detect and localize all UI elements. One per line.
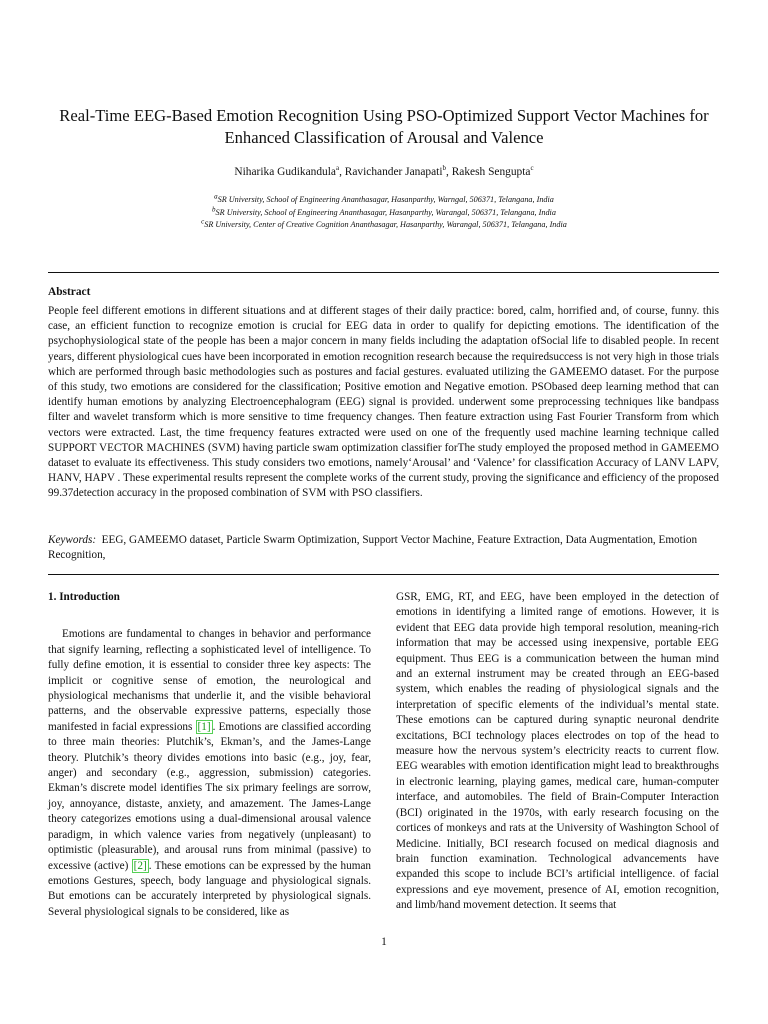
- intro-text-segment: . These emotions can be expressed by the human emotions Gestures, speech, body language and physiological signals. But emotions can be accurately interpreted by physiological signals. Several physiological signals to be considered, like as: [48, 859, 372, 918]
- author-affiliation-mark: b: [442, 164, 446, 173]
- affiliation-mark: a: [214, 192, 218, 201]
- author-name: Rakesh Sengupta: [451, 166, 531, 178]
- affiliation-text: SR University, School of Engineering Ananthasagar, Hasanparthy, Warngal, 506371, Telangana, India: [217, 195, 554, 204]
- citation-link[interactable]: [1]: [197, 720, 211, 733]
- affiliation-line: [40, 194, 728, 207]
- affiliation-list: [40, 194, 728, 232]
- author-name: Ravichander Janapati: [344, 166, 443, 178]
- affiliation-text: SR University, Center of Creative Cognition Ananthasagar, Hasanparthy, Warangal, 506371, Telangana, India: [204, 220, 567, 229]
- paper-title: Real-Time EEG-Based Emotion Recognition Using PSO-Optimized Support Vector Machines for Enhanced Classification of Arousal and Valence: [59, 106, 709, 147]
- author-affiliation-mark: c: [530, 164, 534, 173]
- keywords: [48, 533, 719, 563]
- intro-text-segment: . Emotions are classified according to three main theories: Plutchik’s, Ekman’s, and the James-Lange theory. Plutchik’s theory divides emotions into basic (e.g., joy, fear, anger) and secondary (e.g., aggression, submission) categories. Ekman’s discrete model identifies The six primary feelings are sorrow, joy, annoyance, distaste, anxiety, and amazement. The James-Lange theory categorizes emotions using a dual-dimensional arousal valence paradigm, in which valence varies from negatively (unpleasant) to optimistic (pleasurable), and arousal runs from minimal (passive) to excessive (active): [48, 720, 371, 872]
- intro-text-segment: Emotions are fundamental to changes in behavior and performance that signify learning, reflecting a sophisticated level of intelligence. To fully define emotion, it is essential to consider three key aspects: The implicit or cognitive sense of emotion, the neurological and physiological mechanisms that underlie it, and the visible behavioral patterns, and the observable expressive patterns, especially those manifested in facial expressions: [48, 628, 371, 733]
- bottom-rule: [48, 574, 719, 575]
- intro-paragraph-right: GSR, EMG, RT, and EEG, have been employed in the detection of emotions in identifying a limited range of emotions. However, it is evident that EEG data provide high temporal resolution, meaning-rich information that may be accessed using inexpensive, portable EEG equipment. Thus EEG is a communication between the human mind and an external instrument may be created through an EEG-based system, which enables the reading of physiological signals and the interpretation of specific elements of the individual’s mental state. These emotions can be captured during synaptic neuronal dendrite excitations, BCI technology places electrodes on top of the head to measure how the nervous system’s electricity reacts to current flow. EEG wearables with emotion identification might lead to breakthroughs in electronic learning, playing games, medical care, human-computer interface, and automobiles. The field of Brain-Computer Interaction (BCI) originated in the 1970s, with early research focusing on the cortices of monkeys and rats at the University of Washington School of Medicine. Initially, BCI research focused on medical diagnosis and brain function examination. Technological advancements have expanded this scope to include BCI’s artificial intelligence. of facial expressions and eye movement, presence of AI, emotion recognition, and limb/hand movement detection. It seems that: [396, 591, 719, 912]
- affiliation-mark: c: [201, 217, 205, 226]
- affiliation-text: SR University, School of Engineering Ananthasagar, Hasanparthy, Warangal, 506371, Telangana, India: [215, 207, 556, 217]
- author-affiliation-mark: a: [335, 164, 340, 173]
- author-separator: ,: [339, 166, 345, 178]
- affiliation-line: [40, 219, 728, 232]
- affiliation-line: [40, 204, 728, 220]
- keywords-label: Keywords:: [48, 534, 97, 546]
- section-heading: 1. Introduction: [48, 591, 120, 603]
- top-rule: [48, 272, 719, 273]
- author-separator: ,: [446, 166, 452, 178]
- intro-paragraph-left: [48, 627, 371, 920]
- left-column: [48, 590, 371, 920]
- abstract-heading: Abstract: [48, 286, 91, 298]
- author-name: Niharika Gudikandula: [234, 166, 336, 178]
- author-list: [40, 166, 728, 178]
- affiliation-mark: b: [212, 204, 216, 213]
- right-column: [396, 590, 719, 914]
- keywords-text: EEG, GAMEEMO dataset, Particle Swarm Optimization, Support Vector Machine, Feature Extraction, Data Augmentation, Emotion Recognition,: [48, 534, 698, 562]
- abstract-text: People feel different emotions in different situations and at different stages of their daily practice: bored, calm, horrified and, of course, funny. this case, an efficient function to recognize emotion is crucial for EEG data in order to qualify for depicting emotions. The identification of the psychophysiological state of the people has been a major concern in many fields including the adaptation ofSocial life to disabled people. In recent years, different physiological cues have been incorporated in emotion recognition research because the requiredsuccess is not very high in those trials which are performed through basic methodologies such as postures and facial gestures. evaluated utilizing the GAMEEMO dataset. For the purpose of this study, two emotions are considered for the classification; Positive emotion and Negative emotion. PSObased deep learning method that can identify human emotions by analyzing Electroencephalogram (EEG) signal is provided. underwent some preprocessing techniques like bandpass filter and wavelet transform which is more sensitive to time frequency changes. Then feature extraction using Fast Fourier Transform from which vectors were extracted. Last, the time frequency features extracted were used on one of the frequently used machine learning technique called SUPPORT VECTOR MACHINES (SVM) having particle swam optimization classifier forThe study employed the proposed method in GAMEEMO dataset to evaluate its effectiveness. This study considers two emotions, namely‘Arousal’ and ‘Valence’ for classification Accuracy of LANV LAPV, HANV, HAPV . These experimental results represent the complete works of the current study, proving the significance and efficiency of the proposed 99.37detection accuracy in the proposed combination of SVM with PSO classifiers.: [48, 305, 719, 500]
- citation-link[interactable]: [2]: [133, 859, 147, 872]
- page-number: 1: [381, 936, 387, 948]
